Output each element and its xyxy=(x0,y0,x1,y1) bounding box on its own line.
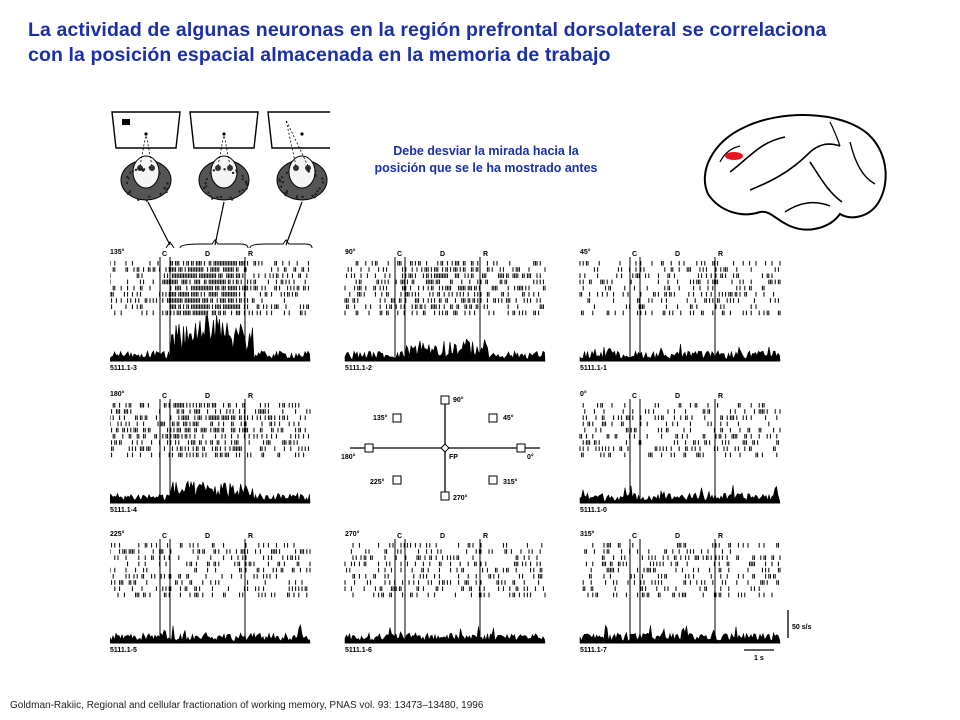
dorsolateral-prefrontal-highlight xyxy=(725,152,743,160)
psth-histogram xyxy=(580,344,780,361)
fur-dot xyxy=(205,185,207,187)
fur-dot xyxy=(296,195,298,197)
fur-dot xyxy=(206,178,208,180)
fur-dot xyxy=(241,175,243,177)
fur-dot xyxy=(311,195,313,197)
fur-dot xyxy=(127,192,129,194)
delay-epoch-label: D xyxy=(675,393,681,400)
task-screen xyxy=(112,112,180,148)
fur-dot xyxy=(314,193,316,195)
response-epoch-label: R xyxy=(718,393,724,400)
fur-dot xyxy=(314,175,316,177)
slide-title xyxy=(28,18,938,68)
fur-dot xyxy=(242,178,244,180)
panel-direction-label: 90° xyxy=(345,249,356,256)
fur-dot xyxy=(236,171,238,173)
fur-dot xyxy=(319,187,321,189)
fur-dot xyxy=(165,191,167,193)
fur-dot xyxy=(167,182,169,184)
psth-histogram xyxy=(110,481,310,503)
panel-direction-label: 225° xyxy=(110,531,125,538)
raster-panel xyxy=(580,390,780,514)
response-epoch-label: R xyxy=(483,533,489,540)
fur-dot xyxy=(232,172,234,174)
response-epoch-label: R xyxy=(718,251,724,258)
fur-dot xyxy=(203,187,205,189)
fur-dot xyxy=(245,180,247,182)
monkey-face xyxy=(289,156,315,188)
rate-scale-label: 50 s/s xyxy=(792,624,812,631)
cell-id-label: 5111.1-0 xyxy=(580,507,607,514)
fur-dot xyxy=(166,188,168,190)
fur-dot xyxy=(138,167,140,169)
raster-panel xyxy=(110,248,310,372)
brain-outline xyxy=(705,115,886,230)
fur-dot xyxy=(295,197,297,199)
response-epoch-label: R xyxy=(718,533,724,540)
fur-dot xyxy=(149,166,151,168)
cue-square xyxy=(122,119,130,125)
cell-id-label: 5111.1-4 xyxy=(110,507,137,514)
monkey-face xyxy=(133,156,159,188)
fur-dot xyxy=(286,192,288,194)
monkey-2 xyxy=(190,112,258,201)
fur-dot xyxy=(229,196,231,198)
task-screen xyxy=(268,112,330,148)
raster-panel xyxy=(110,390,310,514)
time-scale-label: 1 s xyxy=(754,655,764,662)
title-line-2: con la posición espacial almacenada en la memoria de trabajo xyxy=(28,44,611,66)
fur-dot xyxy=(246,183,248,185)
fur-dot xyxy=(137,199,139,201)
cell-id-label: 5111.1-7 xyxy=(580,647,607,654)
cue-epoch-label: C xyxy=(162,251,168,258)
psth-histogram xyxy=(345,339,545,361)
fur-dot xyxy=(126,182,128,184)
raster-panel xyxy=(345,248,545,372)
title-line-1: La actividad de algunas neuronas en la región prefrontal dorsolateral se correlaciona xyxy=(28,19,827,41)
psth-histogram xyxy=(580,485,780,503)
fixation-diamond xyxy=(441,444,449,452)
fur-dot xyxy=(301,196,303,198)
cue-epoch-label: C xyxy=(632,251,638,258)
delay-epoch-label: D xyxy=(675,251,681,258)
target-square xyxy=(441,492,449,500)
delay-epoch-label: D xyxy=(205,393,211,400)
cell-id-label: 5111.1-2 xyxy=(345,365,372,372)
fur-dot xyxy=(207,191,209,193)
fur-dot xyxy=(209,195,211,197)
delay-epoch-label: D xyxy=(205,251,211,258)
target-compass xyxy=(341,396,540,502)
fur-dot xyxy=(231,198,233,200)
fur-dot xyxy=(314,196,316,198)
target-square xyxy=(393,476,401,484)
fur-dot xyxy=(126,176,128,178)
fur-dot xyxy=(220,196,222,198)
cell-id-label: 5111.1-3 xyxy=(110,365,137,372)
psth-histogram xyxy=(110,625,310,643)
fur-dot xyxy=(314,170,316,172)
fur-dot xyxy=(163,187,165,189)
fixation-point-label: FP xyxy=(449,454,458,461)
response-epoch-label: R xyxy=(248,251,254,258)
psth-histogram xyxy=(580,625,780,643)
fur-dot xyxy=(211,197,213,199)
fur-dot xyxy=(308,170,310,172)
fur-dot xyxy=(322,181,324,183)
fur-dot xyxy=(146,199,148,201)
fur-dot xyxy=(159,172,161,174)
target-direction-label: 180° xyxy=(341,454,356,461)
fur-dot xyxy=(238,190,240,192)
cue-epoch-label: C xyxy=(632,393,638,400)
task-screen xyxy=(190,112,258,148)
raster-panel xyxy=(580,248,780,372)
fur-dot xyxy=(282,181,284,183)
psth-histogram xyxy=(110,315,310,361)
raster-panel xyxy=(580,530,780,654)
target-square xyxy=(489,414,497,422)
response-epoch-label: R xyxy=(248,393,254,400)
fur-dot xyxy=(281,176,283,178)
panel-direction-label: 0° xyxy=(580,391,587,398)
target-direction-label: 135° xyxy=(373,415,388,422)
target-direction-label: 315° xyxy=(503,479,518,486)
cell-id-label: 5111.1-5 xyxy=(110,647,137,654)
neuron-response-figure xyxy=(110,238,840,668)
fur-dot xyxy=(216,196,218,198)
cell-id-label: 5111.1-1 xyxy=(580,365,607,372)
fur-dot xyxy=(245,187,247,189)
instruction-line-2: posición que se le ha mostrado antes xyxy=(374,161,598,175)
target-square xyxy=(393,414,401,422)
fur-dot xyxy=(223,168,225,170)
delay-epoch-label: D xyxy=(205,533,211,540)
panel-direction-label: 270° xyxy=(345,531,360,538)
target-direction-label: 45° xyxy=(503,415,514,422)
fur-dot xyxy=(204,182,206,184)
cell-id-label: 5111.1-6 xyxy=(345,647,372,654)
target-square xyxy=(441,396,449,404)
target-square xyxy=(365,444,373,452)
raster-panel xyxy=(345,530,545,654)
panel-direction-label: 180° xyxy=(110,391,125,398)
monkey-brain-illustration xyxy=(690,102,900,242)
fur-dot xyxy=(209,172,211,174)
fur-dot xyxy=(321,177,323,179)
fur-dot xyxy=(242,189,244,191)
fur-dot xyxy=(148,195,150,197)
instruction-line-1: Debe desviar la mirada hacia la xyxy=(393,144,579,158)
target-direction-label: 0° xyxy=(527,454,534,461)
target-direction-label: 270° xyxy=(453,495,468,502)
fur-dot xyxy=(286,172,288,174)
panel-direction-label: 45° xyxy=(580,249,591,256)
fur-dot xyxy=(316,190,318,192)
delay-epoch-label: D xyxy=(440,533,446,540)
cue-epoch-label: C xyxy=(397,251,403,258)
delay-epoch-label: D xyxy=(675,533,681,540)
target-square xyxy=(517,444,525,452)
fur-dot xyxy=(132,170,134,172)
monkey-3 xyxy=(268,112,330,200)
panel-direction-label: 315° xyxy=(580,531,595,538)
target-direction-label: 90° xyxy=(453,397,464,404)
monkey-task-illustration xyxy=(100,100,330,250)
fur-dot xyxy=(284,194,286,196)
fur-dot xyxy=(278,178,280,180)
cue-epoch-label: C xyxy=(162,533,168,540)
fur-dot xyxy=(286,190,288,192)
fur-dot xyxy=(280,185,282,187)
panel-direction-label: 135° xyxy=(110,249,125,256)
response-epoch-label: R xyxy=(483,251,489,258)
fur-dot xyxy=(213,169,215,171)
delay-epoch-label: D xyxy=(440,251,446,258)
fur-dot xyxy=(307,167,309,169)
cue-epoch-label: C xyxy=(632,533,638,540)
target-square xyxy=(489,476,497,484)
fur-dot xyxy=(159,193,161,195)
psth-histogram xyxy=(345,626,545,643)
response-epoch-label: R xyxy=(248,533,254,540)
raster-panel xyxy=(110,530,310,654)
cue-epoch-label: C xyxy=(162,393,168,400)
monkey-1 xyxy=(112,112,180,202)
target-direction-label: 225° xyxy=(370,479,385,486)
task-instruction xyxy=(336,143,636,177)
fur-dot xyxy=(129,172,131,174)
citation: Goldman-Rakiic, Regional and cellular fractionation of working memory, PNAS vol. 93: 13473–13480, 1996 xyxy=(10,700,484,711)
cue-epoch-label: C xyxy=(397,533,403,540)
fur-dot xyxy=(135,169,137,171)
fixation-point xyxy=(300,132,303,135)
